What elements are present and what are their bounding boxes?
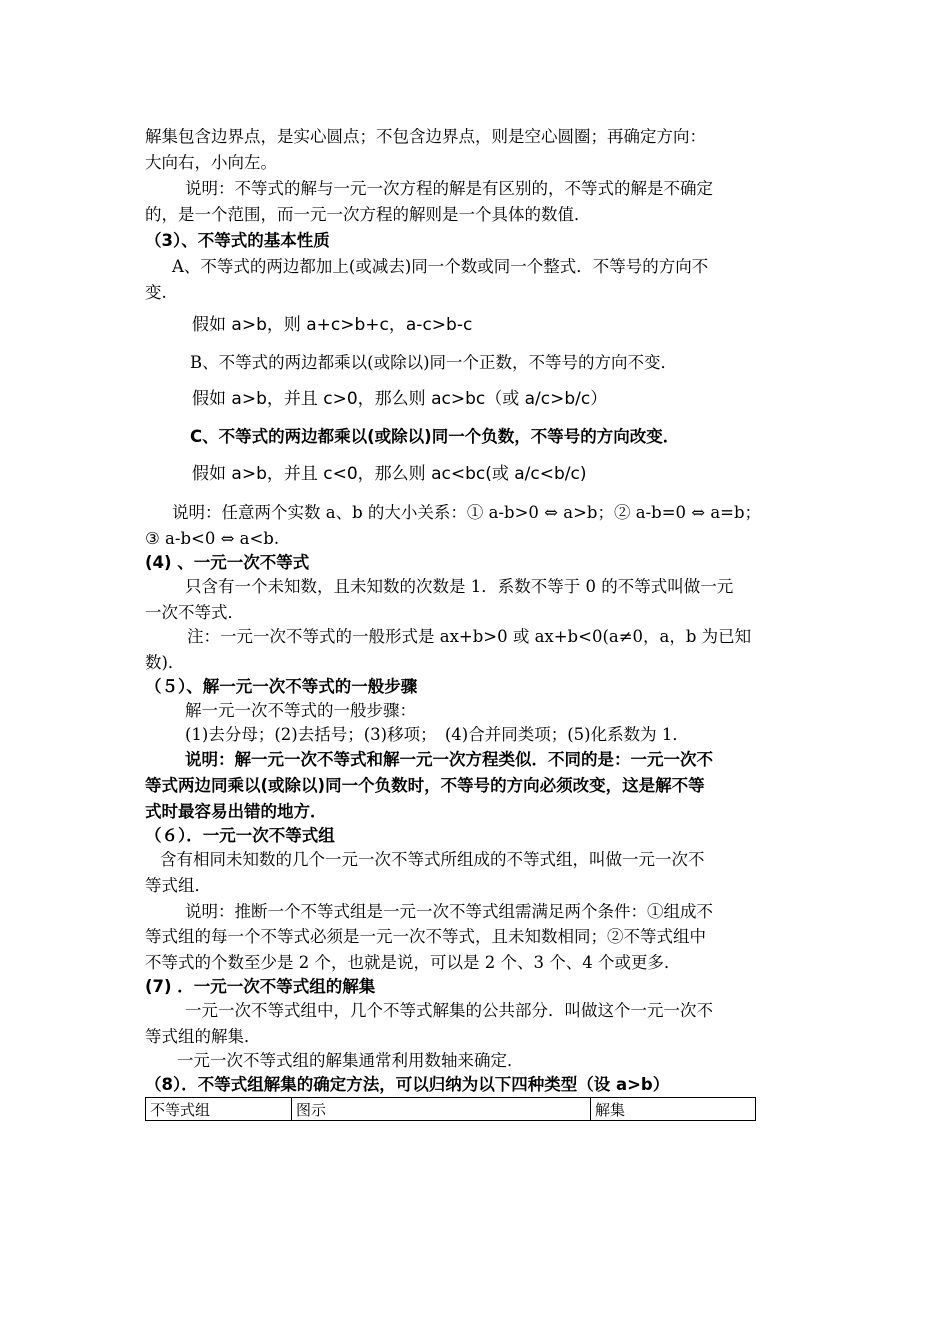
table-header-row: [146, 1098, 756, 1121]
paragraph-line: 只含有一个未知数，且未知数的次数是 1．系数不等于 0 的不等式叫做一元: [185, 577, 734, 596]
paragraph-line: 等式组．: [145, 876, 211, 895]
paragraph-line-bold: 式时最容易出错的地方．: [145, 802, 327, 821]
paragraph-line: 数)．: [145, 653, 185, 672]
formula-line: 假如 a>b，并且 c<0，那么则 ac<bc(或 a/c<b/c): [192, 464, 587, 484]
paragraph-line: 大向右，小向左。: [145, 153, 277, 172]
paragraph-line: 注：一元一次不等式的一般形式是 ax+b>0 或 ax+b<0(a≠0，a，b 为已知: [187, 627, 752, 646]
paragraph-line: 等式组的每一个不等式必须是一元一次不等式，且未知数相同；②不等式组中: [145, 927, 706, 946]
paragraph-line-bold: C、不等式的两边都乘以(或除以)同一个负数，不等号的方向改变．: [190, 427, 680, 446]
section-heading-7: (7) ．一元一次不等式组的解集: [145, 977, 376, 996]
paragraph-line: 说明：不等式的解与一元一次方程的解是有区别的，不等式的解是不确定: [185, 179, 713, 198]
formula-line: 假如 a>b，并且 c>0，那么则 ac>bc（或 a/c>b/c）: [192, 389, 608, 409]
paragraph-line: 解一元一次不等式的一般步骤：: [185, 701, 416, 720]
paragraph-line: 一元一次不等式组中，几个不等式解集的公共部分．叫做这个一元一次不: [185, 1001, 713, 1020]
paragraph-line: 等式组的解集．: [145, 1027, 261, 1046]
paragraph-line: 变.: [145, 283, 167, 302]
paragraph-line-bold: 等式两边同乘以(或除以)同一个负数时，不等号的方向必须改变，这是解不等: [145, 776, 705, 795]
section-heading-4: (4) 、一元一次不等式: [145, 553, 310, 572]
table-header-cell: 解集: [591, 1098, 756, 1121]
paragraph-line: ③ a-b<0 ⇔ a<b.: [145, 529, 280, 548]
table-header-cell: 不等式组: [146, 1098, 292, 1121]
section-heading-8: （8）．不等式组解集的确定方法，可以归纳为以下四种类型（设 a>b）: [145, 1075, 670, 1094]
paragraph-line: B、不等式的两边都乘以(或除以)同一个正数，不等号的方向不变．: [190, 353, 677, 372]
paragraph-line: 含有相同未知数的几个一元一次不等式所组成的不等式组，叫做一元一次不: [160, 850, 705, 869]
paragraph-line: 说明：任意两个实数 a、b 的大小关系：① a-b>0 ⇔ a>b；② a-b=0 ⇔ a=b；: [172, 503, 762, 522]
formula-line: 假如 a>b，则 a+c>b+c，a-c>b-c: [192, 315, 473, 335]
section-heading-3: （3）、不等式的基本性质: [145, 231, 330, 250]
section-heading-5: （５）、解一元一次不等式的一般步骤: [145, 677, 418, 696]
table-header-cell: 图示: [292, 1098, 591, 1121]
paragraph-line: 不等式的个数至少是 2 个，也就是说，可以是 2 个、3 个、4 个或更多．: [145, 953, 681, 972]
paragraph-line: A、不等式的两边都加上(或减去)同一个数或同一个整式．不等号的方向不: [172, 257, 709, 276]
paragraph-line: 的，是一个范围，而一元一次方程的解则是一个具体的数值．: [145, 205, 591, 224]
paragraph-line: 一次不等式．: [145, 603, 244, 622]
section-heading-6: （６）．一元一次不等式组: [145, 826, 335, 845]
solution-set-table: [145, 1097, 756, 1121]
paragraph-line-bold: 说明：解一元一次不等式和解一元一次方程类似．不同的是：一元一次不: [185, 750, 713, 769]
paragraph-line: 解集包含边界点，是实心圆点；不包含边界点，则是空心圆圈；再确定方向：: [145, 127, 706, 146]
paragraph-line: 一元一次不等式组的解集通常利用数轴来确定．: [177, 1051, 524, 1070]
paragraph-line: 说明：推断一个不等式组是一元一次不等式组需满足两个条件：①组成不: [185, 902, 713, 921]
paragraph-line: (1)去分母；(2)去括号；(3)移项； (4)合并同类项；(5)化系数为 1．: [185, 725, 689, 744]
